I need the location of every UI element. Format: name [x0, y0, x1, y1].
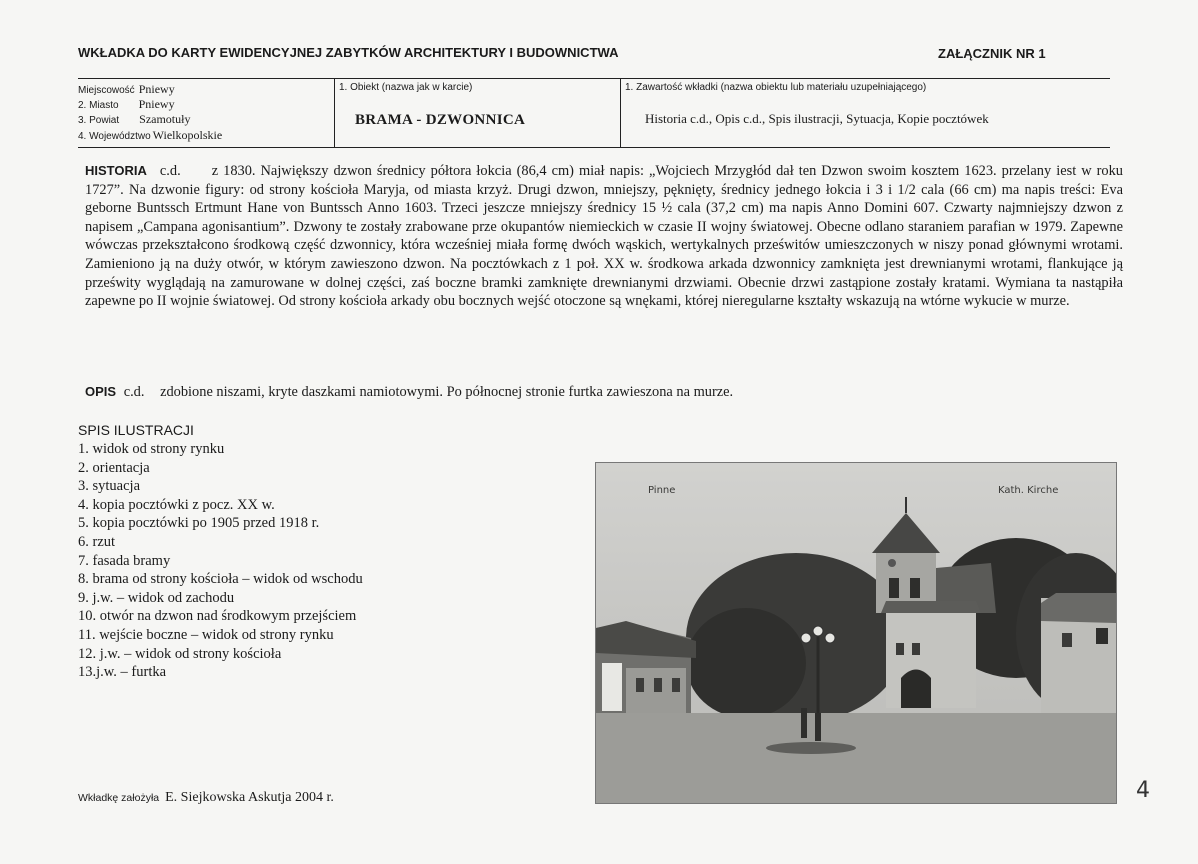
- list-item: 10. otwór na dzwon nad środkowym przejściem: [78, 608, 357, 625]
- author-value: E. Siejkowska Askutja 2004 r.: [165, 790, 334, 805]
- description-label: OPIS: [85, 384, 117, 399]
- illustrations-list: [78, 440, 363, 682]
- description-cont: c.d.: [123, 384, 145, 400]
- illustrations-heading: SPIS ILUSTRACJI: [78, 422, 194, 438]
- history-text: z 1830. Największy dzwon średnicy półtora łokcia (86,4 cm) miał napis: „Wojciech Mrzygłód dał ten Dzwon swoim kosztem 1623. przelany iest w roku 1727”. Na dzwonie figury: od strony kościoła Maryja, od miasta krzyż. Drugi dzwon, mniejszy, pęknięty, średnicy jednego łokcia i 3 i 1/2 cala (66 cm) ma napis treści: Eva geborne Buntssch Ertmunt Hane von Buntssch Anno 1603. Trzeci jeszcze mniejszy średnicy 15 ½ cala (37,2 cm) ma napis Anno Domini 607. Czwarty najmniejszy dzwon z napisem „Campana agonisantium”. Dzwony te zostały zrabowane prze okupantów niemieckich w czasie II wojny światowej. Obecne odlano staraniem parafian w 1979. Zapewne wówczas przekształcono środkową część dzwonnicy, która wcześniej miała formę dwóch wąskich, wertykalnych prześwitów umieszczonych w niszy ponad głównymi wrotami. Zamieniono ją na duży otwór, w którym zawieszono dzwon. Na pocztówkach z 1 poł. XX w. środkowa arkada dzwonnicy zamknięta jest drewnianymi wrotami, flankujące ją prześwity wyglądają na zamurowane w dolnej części, zaś boczne bramki zamknięte drewnianymi drzwiami. Obecnie drzwi zastąpione zostały kratami. Wymiana ta nastąpiła zapewne po II wojnie światowej. Od strony kościoła arkady obu bocznych wejść otoczone są wnękami, której nieregularne kształty wskazują na wtórne wykucie w murze.: [85, 163, 1123, 310]
- history-section: [85, 162, 1123, 311]
- city-row: [78, 97, 175, 112]
- author-label: Wkładkę założyła: [78, 792, 160, 804]
- postcard-photo: [595, 462, 1117, 804]
- list-item: 3. sytuacja: [78, 478, 141, 495]
- history-cont: c.d.: [159, 163, 181, 179]
- location-label: Miejscowość: [78, 85, 135, 96]
- list-item: 5. kopia pocztówki po 1905 przed 1918 r.: [78, 515, 320, 532]
- page-number: 4: [1136, 778, 1150, 803]
- list-item: 7. fasada bramy: [78, 552, 171, 569]
- list-item: 8. brama od strony kościoła – widok od wschodu: [78, 571, 363, 588]
- location-value: Pniewy: [138, 82, 175, 96]
- voivodeship-row: [78, 128, 222, 143]
- postcard-caption-left: Pinne: [648, 485, 676, 496]
- description-section: [85, 383, 1123, 402]
- object-name: BRAMA - DZWONNICA: [355, 112, 526, 128]
- description-text: zdobione niszami, kryte daszkami namiotowymi. Po północnej stronie furtka zawieszona na murze.: [160, 384, 734, 400]
- content-value: Historia c.d., Opis c.d., Spis ilustracji, Sytuacja, Kopie pocztówek: [645, 111, 989, 126]
- county-value: Szamotuły: [139, 112, 191, 126]
- city-value: Pniewy: [138, 97, 175, 111]
- content-label: 1. Zawartość wkładki (nazwa obiektu lub materiału uzupełniającego): [625, 82, 927, 93]
- city-label: 2. Miasto: [78, 100, 119, 111]
- voivodeship-value: Wielkopolskie: [152, 128, 223, 142]
- list-item: 13.j.w. – furtka: [78, 664, 167, 681]
- list-item: 6. rzut: [78, 533, 116, 550]
- list-item: 9. j.w. – widok od zachodu: [78, 589, 235, 606]
- list-item: 11. wejście boczne – widok od strony rynku: [78, 626, 334, 643]
- list-item: 12. j.w. – widok od strony kościoła: [78, 645, 282, 662]
- postcard-illustration: [596, 463, 1116, 803]
- object-column: [334, 79, 619, 147]
- annex-label: ZAŁĄCZNIK NR 1: [938, 46, 1046, 61]
- location-row: [78, 82, 175, 97]
- history-label: HISTORIA: [85, 163, 147, 178]
- list-item: 1. widok od strony rynku: [78, 441, 225, 457]
- postcard-caption-right: Kath. Kirche: [998, 485, 1059, 496]
- county-row: [78, 112, 190, 127]
- object-label: 1. Obiekt (nazwa jak w karcie): [339, 82, 473, 93]
- list-item: 4. kopia pocztówki z pocz. XX w.: [78, 496, 275, 513]
- county-label: 3. Powiat: [78, 115, 120, 126]
- identification-table: [78, 78, 1110, 148]
- content-column: [620, 79, 1111, 147]
- voivodeship-label: 4. Województwo: [78, 131, 151, 142]
- location-column: [78, 79, 332, 147]
- list-item: 2. orientacja: [78, 459, 150, 476]
- footer: [78, 788, 334, 806]
- document-title: WKŁADKA DO KARTY EWIDENCYJNEJ ZABYTKÓW ARCHITEKTURY I BUDOWNICTWA: [78, 45, 619, 60]
